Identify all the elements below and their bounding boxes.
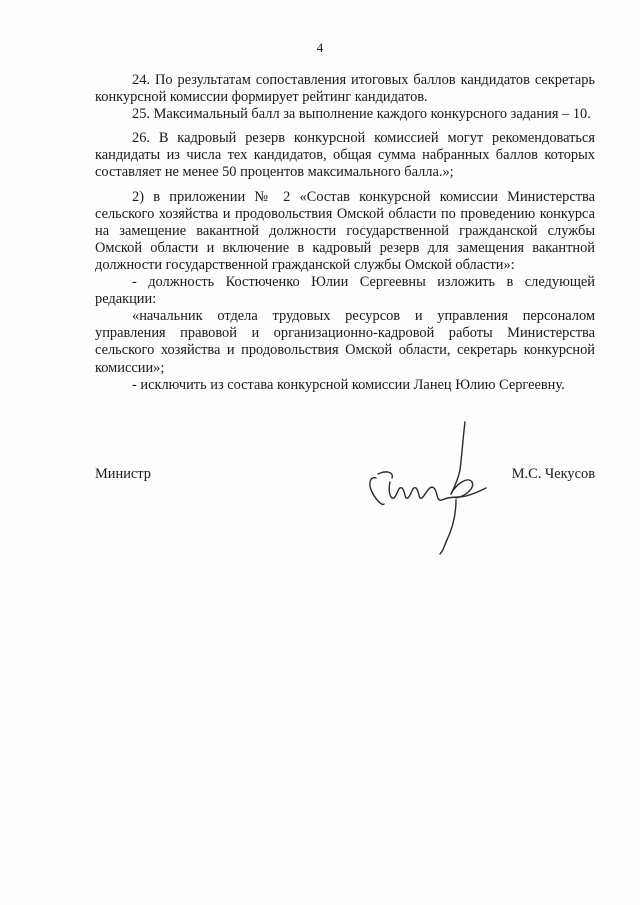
paragraph-25: 25. Максимальный балл за выполнение каждого конкурсного задания – 10. <box>132 106 591 123</box>
paragraph-appendix-2: 2) в приложении № 2 «Состав конкурсной комиссии Министерства сельского хозяйства и продовольствия Омской области по проведению конкурса на замещение вакантной должности государственной гражданской службы Омской области и включение в кадровый резерв для замещения вакантной должности государственной гражданской службы Омской области»: <box>95 188 595 273</box>
paragraph-exclusion: - исключить из состава конкурсной комиссии Ланец Юлию Сергеевну. <box>132 376 565 393</box>
paragraph-26: 26. В кадровый резерв конкурсной комиссией могут рекомендоваться кандидаты из числа тех кандидатов, общая сумма набранных баллов которых составляет не менее 50 процентов максимального балла.»; <box>95 130 595 181</box>
signatory-name: М.С. Чекусов <box>511 466 595 482</box>
paragraph-position-change: - должность Костюченко Юлии Сергеевны изложить в следующей редакции: <box>95 274 595 308</box>
paragraph-new-position-text: «начальник отдела трудовых ресурсов и управления персоналом управления правовой и организационно-кадровой работы Министерства сельского хозяйства и продовольствия Омской области, секретарь конкурсной комиссии»; <box>95 308 595 376</box>
signatory-role: Министр <box>95 466 151 482</box>
document-body <box>95 72 595 394</box>
paragraph-24: 24. По результатам сопоставления итоговых баллов кандидатов секретарь конкурсной комиссии формирует рейтинг кандидатов. <box>95 72 595 106</box>
handwritten-signature <box>360 418 495 558</box>
page-number: 4 <box>316 40 324 55</box>
